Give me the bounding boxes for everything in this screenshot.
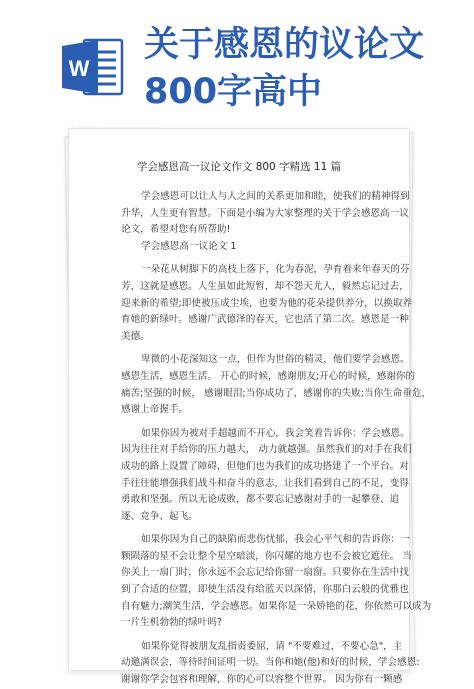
document-line: 一朵花从树脚下的高枝上落下，化为春泥，孕育着来年春天的芬 bbox=[141, 264, 410, 276]
document-line: 痛苦;坚强的时候， 感谢眼泪;当你成功了，感谢你的失败;当你生命垂危， bbox=[121, 387, 432, 399]
page-title bbox=[144, 22, 464, 116]
document-line: 迎来新的希望;即使被压成尘埃，也要为他的花朵提供养分，以换取养 bbox=[121, 297, 413, 309]
document-line: 如果你觉得被朋友乱指责委屈，请 "不要难过，不要心急"，主 bbox=[141, 640, 403, 652]
document-line: 论文，希望对您有所帮助! bbox=[121, 224, 231, 236]
word-document-icon bbox=[62, 38, 124, 96]
paragraph-gap bbox=[121, 632, 365, 639]
document-line: 你关上一扇门时，你永远不会忘记给你留一扇窗。只要你在生活中找 bbox=[121, 567, 409, 579]
document-line: 如果你因为被对手超越而不开心，我会笑着告诉你：学会感恩。 bbox=[141, 427, 410, 439]
document-line: 一片生机勃勃的绿叶吗? bbox=[121, 617, 223, 629]
document-page bbox=[68, 128, 432, 686]
document-line: 感恩生活，感恩生活。 开心的时候，感谢朋友;开心的时候，感谢你的 bbox=[121, 370, 416, 382]
document-line: 成功的路上设置了障碍，但他们也为我们的成功搭建了一个平台。对 bbox=[121, 460, 409, 472]
paragraph-gap bbox=[121, 255, 365, 262]
document-line: 手往往能增强我们战斗和奋斗的意志，让我们看到自己的不足，变得 bbox=[121, 477, 409, 489]
document-line: 如果你因为自己的缺陷而悲伤忧郁，我会心平气和的告诉你：一 bbox=[141, 534, 410, 546]
title-line-1: 关于感恩的议论文 bbox=[144, 25, 425, 65]
document-line: 自有魅力;潮笑生活，学会感恩。如果你是一朵娇艳的花，你依然可以成为 bbox=[121, 600, 432, 612]
document-line: 育她的新绿叶。感谢广武德泽的春天，它也活了第二次。感恩是一种 bbox=[121, 314, 409, 326]
document-title: 学会感恩高一议论文作文 800 字精选 11 篇 bbox=[136, 161, 342, 173]
paragraph-gap bbox=[121, 419, 365, 426]
document-line: 动邀满误会，等待时间证明一切。当你和她(他)和好的时候，学会感恩: bbox=[121, 657, 420, 669]
document-line: 升华，人生更有智慧。下面是小编为大家整理的关于学会感恩高一议 bbox=[121, 207, 409, 219]
word-icon-letter: W bbox=[68, 56, 90, 81]
header-banner bbox=[0, 0, 474, 118]
document-body bbox=[121, 189, 432, 689]
document-line: 卑微的小花深知这一点，但作为世俗的精灵，他们要学会感恩。 bbox=[141, 354, 410, 366]
document-line: 因为往往对手给你的压力越大， 动力就越强。虽然我们的对手在我们 bbox=[121, 444, 412, 456]
document-line: 美德。 bbox=[121, 330, 150, 342]
paragraph-gap bbox=[121, 525, 365, 532]
document-line: 谢谢你学会包容和理解，你的心可以容整个世界。 因为你有一颗感 bbox=[121, 674, 403, 686]
document-line: 学会感恩高一议论文 1 bbox=[141, 240, 237, 252]
paragraph-gap bbox=[121, 345, 365, 352]
document-line: 勇敢和坚强。所以无论成败，都不要忘记感谢对手的一起攀登、追 bbox=[121, 494, 400, 506]
document-line: 芳，这就是感恩。人生虽如此短暂，却不怨天尤人，毅然忘记过去， bbox=[121, 280, 409, 292]
document-line: 到了合适的位置，即使生活没有给蓝天以深情，你那白云般的优雅也 bbox=[121, 584, 409, 596]
document-line: 颗陨落的星不会让整个星空暗淡，你闪耀的地方也不会被它遮住。 当 bbox=[121, 550, 412, 562]
title-line-2: 800字高中 bbox=[144, 72, 323, 112]
document-line: 逐、竞争、起飞。 bbox=[121, 510, 198, 522]
document-line: 学会感恩可以让人与人之间的关系更加和睦，使我们的精神得到 bbox=[141, 191, 410, 202]
document-line: 感谢上帝握手。 bbox=[121, 404, 189, 416]
